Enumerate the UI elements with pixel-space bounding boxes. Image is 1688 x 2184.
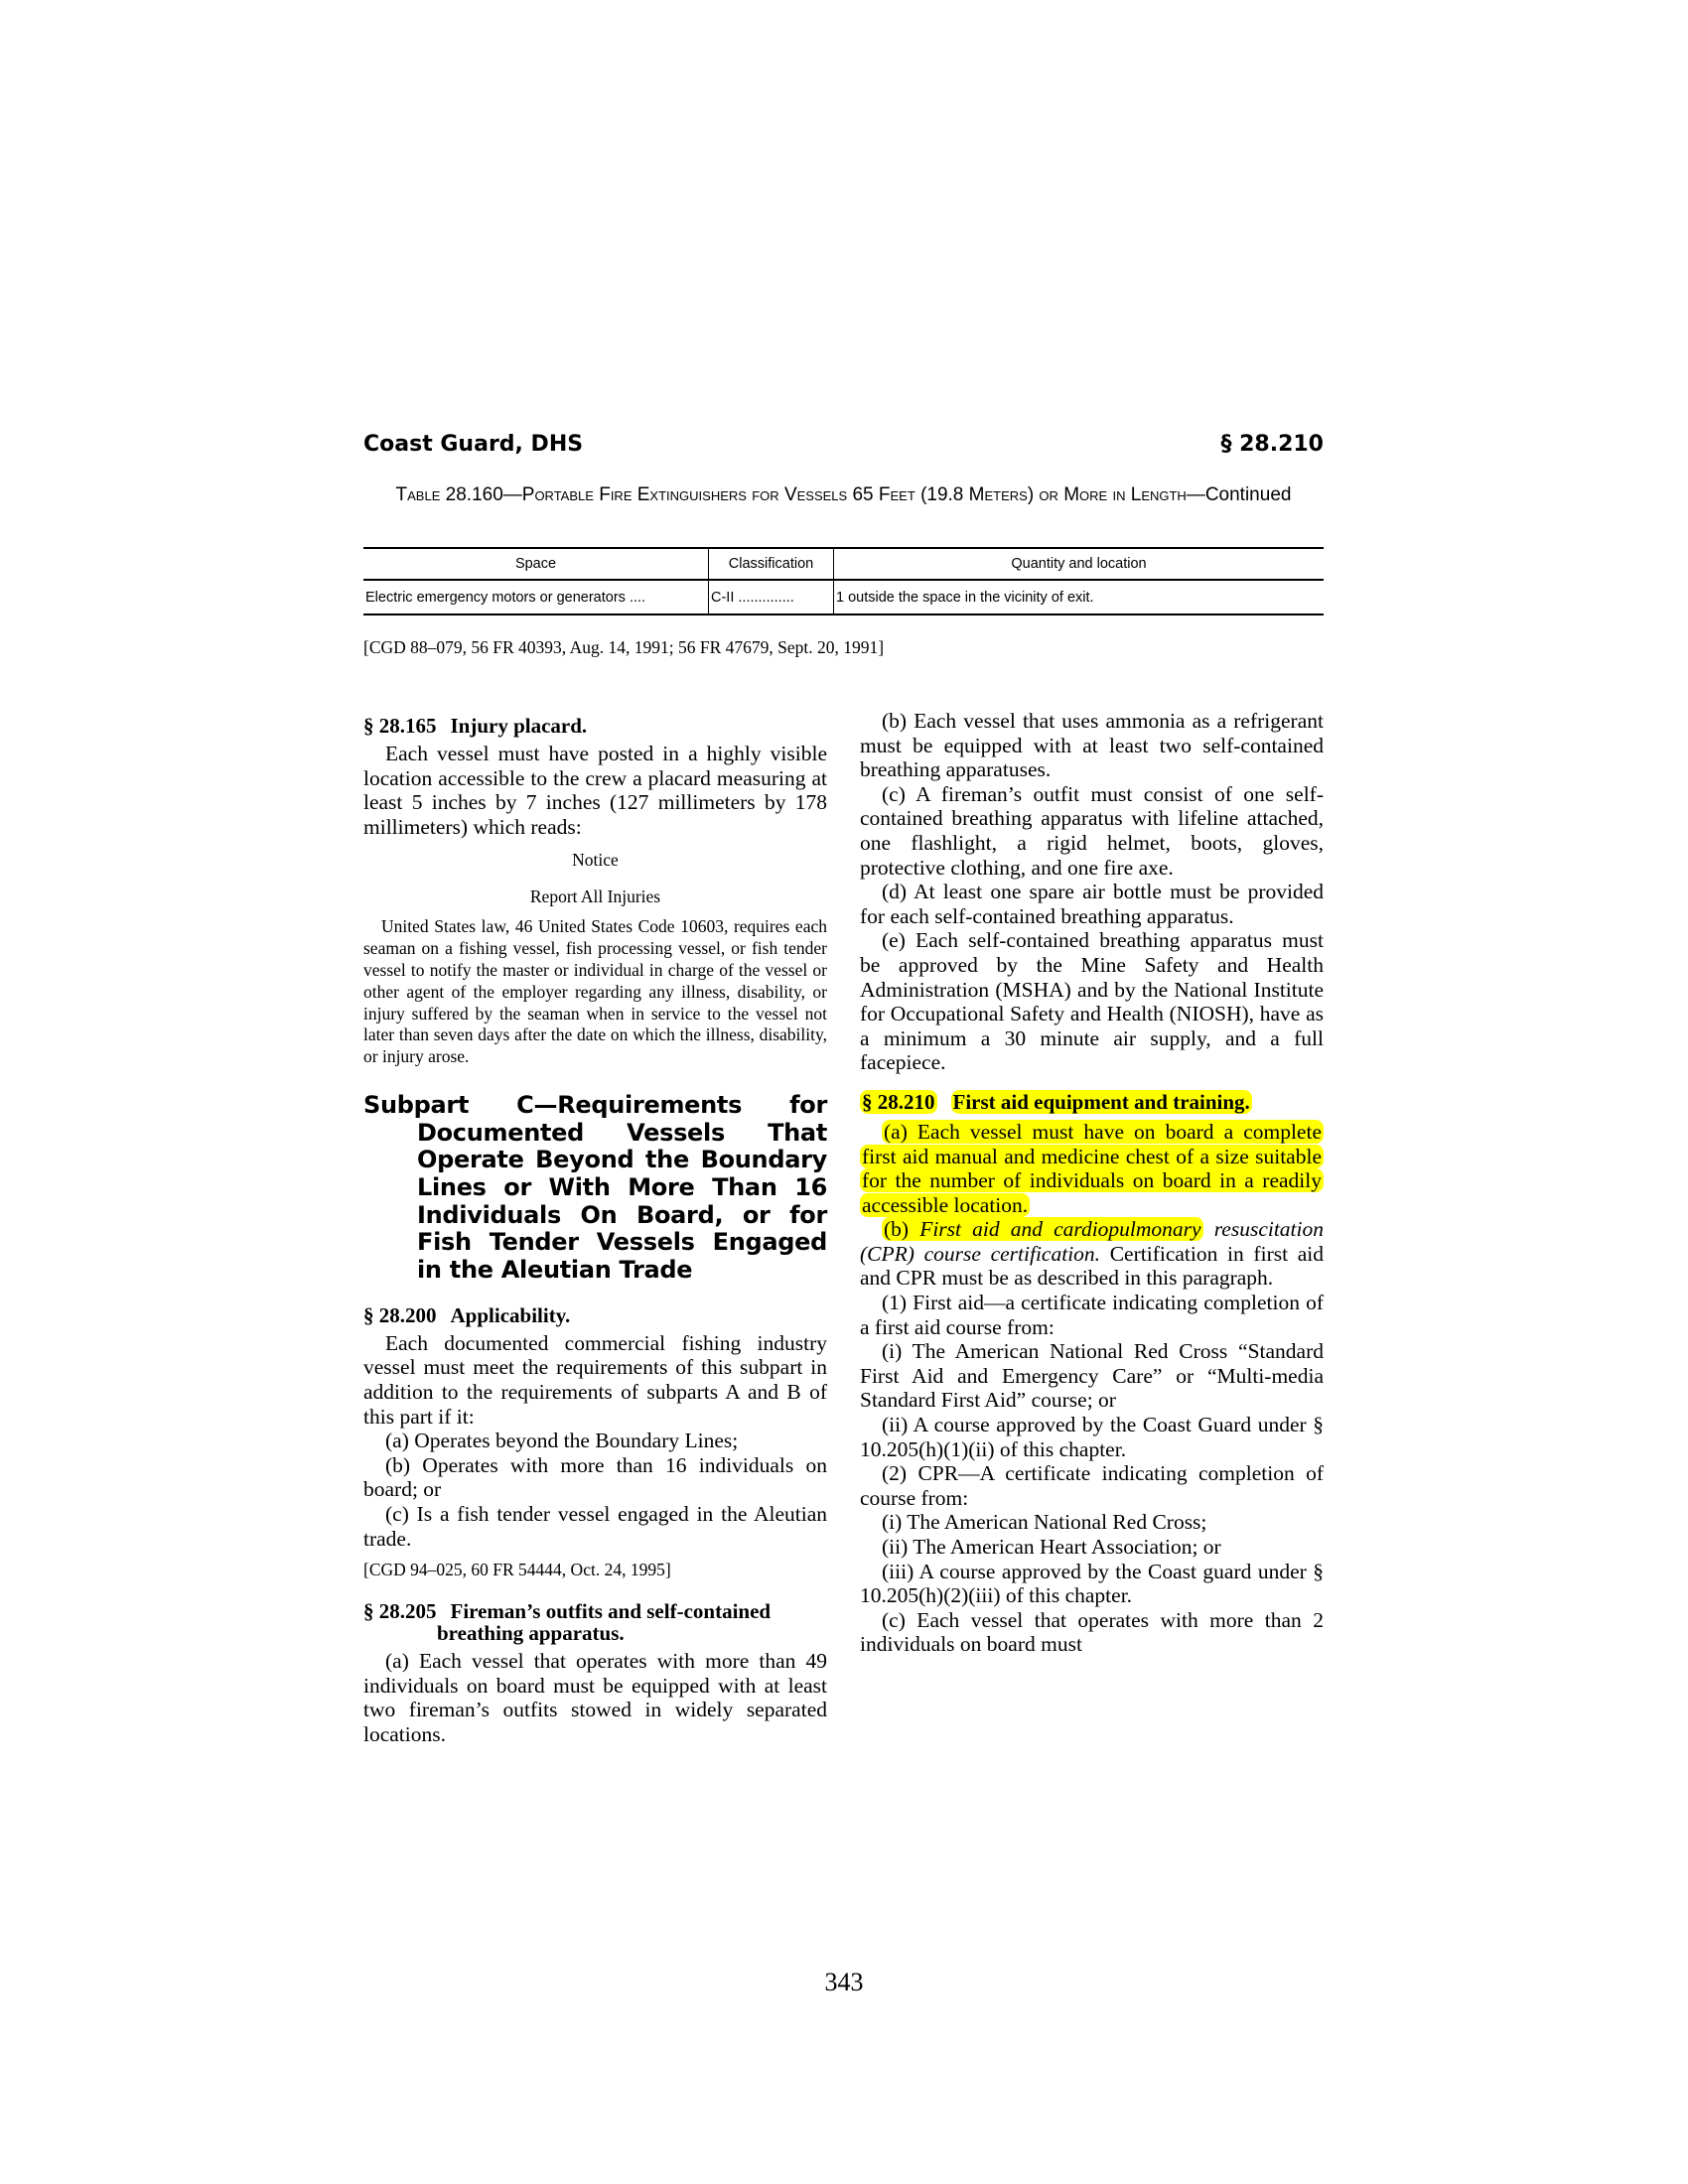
paragraph-a: [860, 1120, 1324, 1217]
running-header: [363, 432, 1324, 462]
paragraph-label: (b): [884, 1217, 910, 1242]
highlighted-text: (a) Each vessel must have on board a complete first aid manual and medicine chest of a size suitable for the number of individuals on board in a readily accessible location.: [862, 1119, 1322, 1217]
page-number: 343: [824, 1968, 864, 1996]
section-heading-28-205: [363, 1600, 827, 1644]
right-column: [860, 709, 1324, 1657]
paragraph-b2i: (i) The American National Red Cross;: [882, 1510, 1207, 1535]
section-number: § 28.205: [363, 1599, 437, 1624]
section-title: Applicability.: [450, 1302, 571, 1327]
table-title: [363, 484, 1324, 506]
section-title-highlighted: First aid equipment and training.: [952, 1089, 1250, 1114]
left-column: [363, 715, 827, 1747]
paragraph-b1: (1) First aid—a certificate indicating completion of a first aid course from:: [860, 1291, 1324, 1339]
table-row: [363, 580, 1324, 614]
paragraph-b: (b) Each vessel that uses ammonia as a refrigerant must be equipped with at least two self-contained breathing apparatuses.: [860, 709, 1324, 782]
paragraph-b2ii: (ii) The American Heart Association; or: [882, 1535, 1221, 1559]
paragraph-b1i: (i) The American National Red Cross “Standard First Aid and Emergency Care” or “Multi-media Standard First Aid” course; or: [860, 1339, 1324, 1413]
paragraph-b1ii: (ii) A course approved by the Coast Guard under § 10.205(h)(1)(ii) of this chapter.: [860, 1413, 1324, 1461]
agency-title: Coast Guard, DHS: [363, 432, 584, 457]
paragraph-c: (c) Is a fish tender vessel engaged in the Aleutian trade.: [363, 1502, 827, 1551]
paragraph-e: (e) Each self-contained breathing apparatus must be approved by the Mine Safety and Health Administration (MSHA) and by the National Institute for Occupational Safety and Health (NIOSH), have as a minimum a 30 minute air supply, and a full facepiece.: [860, 928, 1324, 1075]
paragraph-text: Certification in first aid and CPR must be as described in this paragraph.: [860, 1241, 1324, 1291]
table-source-citation: [CGD 88–079, 56 FR 40393, Aug. 14, 1991; 56 FR 47679, Sept. 20, 1991]: [363, 637, 885, 657]
paragraph-c: (c) Each vessel that operates with more than 2 individuals on board must: [860, 1607, 1324, 1657]
section-title: Injury placard.: [450, 714, 588, 738]
paragraph: Each vessel must have posted in a highly visible location accessible to the crew a placard measuring at least 5 inches by 7 inches (127 millimeters by 178 millimeters) which reads:: [363, 742, 827, 839]
placard-text: United States law, 46 United States Code 10603, requires each seaman on a fishing vessel, fish processing vessel, or fish tender vessel to notify the master or individual in charge of the vessel or other agent of the employer regarding any illness, disability, or injury suffered by the seaman when in service to the vessel not later than seven days after the date on which the illness, disability, or injury arose.: [363, 916, 827, 1067]
cell-space: Electric emergency motors or generators ....: [363, 580, 709, 614]
cell-classification: C-II ..............: [709, 580, 834, 614]
section-heading-28-200: [363, 1304, 827, 1326]
section-number: § 28.200: [363, 1302, 437, 1327]
highlighted-text: [882, 1217, 1203, 1241]
placard-heading: Notice: [572, 850, 619, 871]
paragraph-heading-italic: First aid and cardiopulmonary: [919, 1217, 1201, 1242]
section-heading-28-165: [363, 715, 827, 737]
paragraph-a: (a) Each vessel that operates with more than 49 individuals on board must be equipped with at least two fireman’s outfits stowed in widely separated locations.: [363, 1649, 827, 1746]
paragraph-b2iii: (iii) A course approved by the Coast guard under § 10.205(h)(2)(iii) of this chapter.: [860, 1559, 1324, 1608]
section-number-highlighted: § 28.210: [862, 1089, 935, 1114]
paragraph-d: (d) At least one spare air bottle must be provided for each self-contained breathing apparatus.: [860, 880, 1324, 928]
paragraph-b: (b) Operates with more than 16 individuals on board; or: [363, 1452, 827, 1502]
paragraph-heading-italic-rest: resuscitation (CPR) course certification.: [860, 1217, 1325, 1266]
cell-quantity-location: 1 outside the space in the vicinity of exit.: [834, 580, 1325, 614]
section-title: Fireman’s outfits and self-contained breathing apparatus.: [437, 1599, 772, 1646]
section-heading-28-210: [860, 1091, 1324, 1113]
fire-extinguisher-table: [363, 547, 1324, 615]
column-header-space: Space: [363, 548, 709, 580]
section-reference: § 28.210: [1220, 432, 1324, 457]
table-header-row: [363, 548, 1324, 580]
paragraph-b: [860, 1217, 1324, 1291]
paragraph-a: (a) Operates beyond the Boundary Lines;: [385, 1429, 739, 1453]
column-header-classification: Classification: [709, 548, 834, 580]
paragraph-b2: (2) CPR—A certificate indicating completion of course from:: [860, 1461, 1324, 1510]
subpart-c-heading: Subpart C—Requirements for Documented Vessels That Operate Beyond the Boundary Lines or With More Than 16 Individuals On Board, or for Fish Tender Vessels Engaged in the Aleutian Trade: [363, 1090, 827, 1285]
table-title-main: Table 28.160—Portable Fire Extinguishers for Vessels 65 Feet (19.8 Meters) or More in Length: [395, 484, 1187, 505]
table-title-continued: —Continued: [1186, 484, 1292, 505]
placard-subheading: Report All Injuries: [529, 887, 661, 907]
paragraph: Each documented commercial fishing industry vessel must meet the requirements of this subpart in addition to the requirements of subparts A and B of this part if it:: [363, 1330, 827, 1429]
column-header-quantity-location: Quantity and location: [834, 548, 1325, 580]
section-number: § 28.165: [363, 714, 437, 738]
section-citation: [CGD 94–025, 60 FR 54444, Oct. 24, 1995]: [363, 1560, 671, 1580]
paragraph-c: (c) A fireman’s outfit must consist of one self-contained breathing apparatus with lifeline attached, one flashlight, a rigid helmet, boots, gloves, protective clothing, and one fire axe.: [860, 781, 1324, 880]
